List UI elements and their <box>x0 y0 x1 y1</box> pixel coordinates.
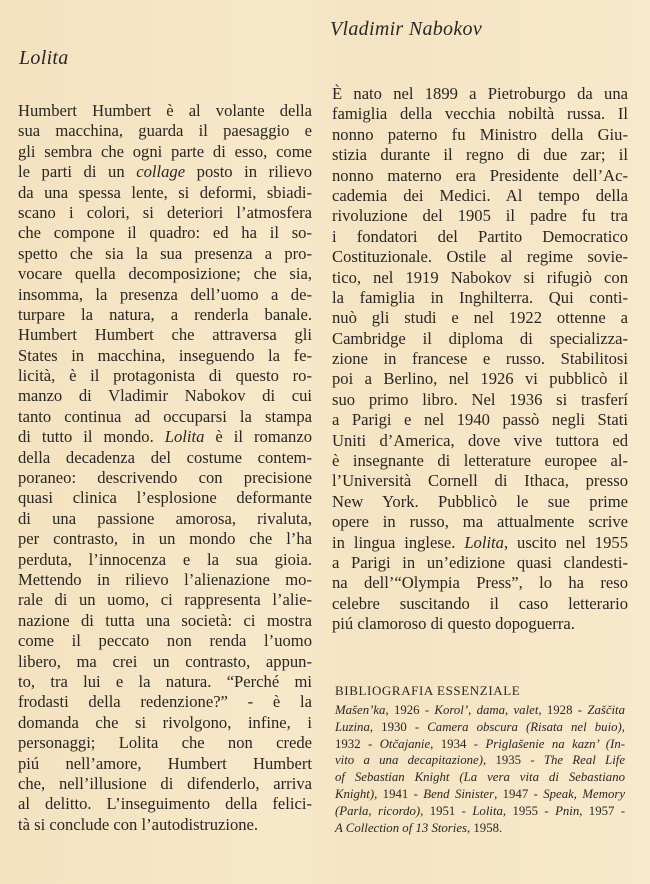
bibliography-entry-line: 1932 - Otčajanie, 1934 - Priglašenie na kazn’ (In- <box>335 736 625 751</box>
text-line: nonno materno era Presidente dell’Ac- <box>332 165 628 185</box>
italic-term: Otčajanie <box>379 736 431 751</box>
text-line: nonno paterno fu Ministro della Giu- <box>332 124 628 144</box>
italic-term: Priglašenie na kazn’ (In- <box>485 736 625 751</box>
book-title: Lolita <box>19 47 69 69</box>
bibliography-entry-line <box>335 769 625 786</box>
text-line: nazione di tutta una società: ci mostra <box>18 610 312 630</box>
italic-term: Mašen’ka <box>335 703 386 717</box>
text-line: di una passione amorosa, rivaluta, <box>18 508 312 528</box>
text-line: vocare quella decomposizione; che sia, <box>18 264 312 284</box>
italic-term: Speak, Memory <box>543 786 625 801</box>
text-line: i fondatori del Partito Democratico <box>332 226 628 246</box>
italic-term: Luzina <box>335 719 370 734</box>
text-line: Cambridge il diploma di specializza- <box>332 328 628 348</box>
italic-term: collage <box>136 162 186 182</box>
italic-term: Lolita <box>164 427 205 447</box>
text-line: tà si conclude con l’autodistruzione. <box>18 814 259 834</box>
text-line: spetto che sia la sua presenza a pro- <box>18 243 312 263</box>
bibliography-list <box>335 702 625 836</box>
text-line: poraneo: descrivendo con precisione <box>18 468 312 488</box>
bibliography-heading: BIBLIOGRAFIA ESSENZIALE <box>335 683 521 698</box>
text-line: sua macchina, guarda il paesaggio e <box>18 121 312 141</box>
text-line: suo primo libro. Nel 1936 si trasferí <box>332 389 628 409</box>
text-line: zione in francese e russo. Stabilitosi <box>332 349 628 369</box>
italic-term: Lolita <box>472 803 503 818</box>
italic-term: Korol’, dama, valet <box>434 703 539 717</box>
author-name: Vladimir Nabokov <box>330 18 483 40</box>
text-line: rale di un uomo, ci rappresenta l’alie- <box>18 590 312 610</box>
text-line: piú nell’amore, Humbert Humbert <box>18 753 312 773</box>
italic-term: Lolita <box>464 532 504 552</box>
text-line: opere in russo, ma attualmente scrive <box>332 512 628 532</box>
bibliography-section <box>335 683 625 836</box>
text-line: celebre suscitando il caso letterario <box>332 593 628 613</box>
text-line: personaggi; Lolita che non crede <box>18 733 312 753</box>
bibliography-entry-line: (Parla, ricordo), 1951 - Lolita, 1955 - Pnin, 1957 - <box>335 803 626 818</box>
text-line: Humbert Humbert che attraversa gli <box>18 325 312 345</box>
text-line: Humbert Humbert è al volante della <box>18 101 312 120</box>
text-line: È nato nel 1899 a Pietroburgo da una <box>332 84 628 103</box>
text-line: insomma, la presenza dell’uomo a de- <box>18 284 312 304</box>
text-line: gli sembra che ogni parte di esso, come <box>18 141 312 161</box>
text-line: l’Università Cornell di Ithaca, presso <box>332 471 628 491</box>
text-line: States in macchina, inseguendo la fe- <box>18 345 312 365</box>
italic-term: A Collection of 13 Stories <box>335 820 467 835</box>
text-line: libero, ma crei un contrasto, appun- <box>18 651 312 671</box>
text-line: da una spessa lente, si deformi, sbiadi- <box>18 182 312 202</box>
text-line: licità, è il protagonista di questo ro- <box>18 366 312 386</box>
bibliography-entry-line: Knight), 1941 - Bend Sinister, 1947 - Speak, Memory <box>335 786 625 801</box>
text-line: come il peccato non renda l’uomo <box>18 631 312 651</box>
text-line: della decadenza del costume contem- <box>18 447 312 467</box>
text-line: a Parigi in un’edizione quasi clandesti- <box>332 552 628 572</box>
text-line: Costituzionale. Ostile al regime sovie- <box>332 247 628 267</box>
bibliography-entry-line: Luzina, 1930 - Camera obscura (Risata nel buio), <box>335 719 625 734</box>
author-biography <box>332 84 628 635</box>
text-line: tico, nel 1919 Nabokov si rifugiò con <box>332 267 628 287</box>
text-line: nuò gli studi e nel 1922 ottenne a <box>332 308 628 328</box>
text-line: in lingua inglese. Lolita, uscito nel 1955 <box>332 532 628 552</box>
text-line: è insegnante di letterature europee al- <box>332 451 628 471</box>
text-line: frodasti della redenzione?” - è la <box>18 692 312 712</box>
text-line: stizia durante il regno di due zar; il <box>332 145 628 165</box>
book-synopsis <box>18 101 312 835</box>
text-line: al delitto. L’inseguimento della felici- <box>18 794 312 814</box>
text-line: che, nell’illusione di difenderlo, arriva <box>18 773 312 793</box>
text-line: tanto continua ad occuparsi la stampa <box>18 406 312 426</box>
text-line: piú clamoroso di questo dopoguerra. <box>332 614 575 634</box>
text-line: perduta, l’innocenza e la sua gioia. <box>18 549 312 569</box>
text-line: to, tra lui e la natura. “Perché mi <box>18 671 312 691</box>
text-line: rivoluzione del 1905 il padre fu tra <box>332 206 628 226</box>
text-line: che compone il quadro: ed ha il so- <box>18 223 312 243</box>
italic-term: Camera obscura (Risata nel buio) <box>427 719 622 734</box>
text-line: New York. Pubblicò le sue prime <box>332 491 628 511</box>
text-line: scano i colori, si deteriori l’atmosfera <box>18 202 312 222</box>
text-line: poi a Berlino, nel 1926 vi pubblicò il <box>332 369 628 389</box>
text-line: domanda che si rivolgono, infine, i <box>18 712 312 732</box>
text-line: Uniti d’America, dove vive tuttora ed <box>332 430 628 450</box>
text-line: le parti di un collage posto in rilievo <box>18 162 312 182</box>
italic-term: vito a una decapitazione) <box>335 753 483 768</box>
text-line: di tutto il mondo. Lolita è il romanzo <box>18 427 313 447</box>
text-line: la famiglia in Inghilterra. Qui conti- <box>332 287 628 307</box>
text-line: famiglia della vecchia nobiltà russa. Il <box>332 104 628 124</box>
bibliography-entry-line: Mašen’ka, 1926 - Korol’, dama, valet, 1928 - Zaščita <box>335 703 626 717</box>
italic-term: Pnin <box>555 803 580 818</box>
italic-term: Knight) <box>335 786 375 801</box>
text-line: manzo di Vladimir Nabokov di cui <box>18 386 312 406</box>
italic-term: Zaščita <box>587 703 626 717</box>
italic-term: of Sebastian Knight (La vera vita di Sebastiano <box>335 770 625 785</box>
text-line: per contrasto, in un mondo che l’ha <box>18 529 312 549</box>
text-line: cademia dei Medici. Al tempo della <box>332 185 628 205</box>
text-line: na dell’“Olympia Press”, lo ha reso <box>332 573 628 593</box>
bibliography-entry-line: A Collection of 13 Stories, 1958. <box>335 820 503 835</box>
bibliography-entry-line: vito a una decapitazione), 1935 - The Real Life <box>335 753 626 768</box>
text-line: Mettendo in rilievo l’alienazione mo- <box>18 569 312 589</box>
text-line: a Parigi e nel 1940 passò negli Stati <box>332 410 628 430</box>
text-line: turpare la natura, a renderla banale. <box>18 304 312 324</box>
italic-term: The Real Life <box>543 753 626 768</box>
italic-term: (Parla, ricordo) <box>335 803 421 818</box>
italic-term: Bend Sinister <box>423 786 495 801</box>
text-line: quasi clinica l’esplosione deformante <box>18 488 312 508</box>
